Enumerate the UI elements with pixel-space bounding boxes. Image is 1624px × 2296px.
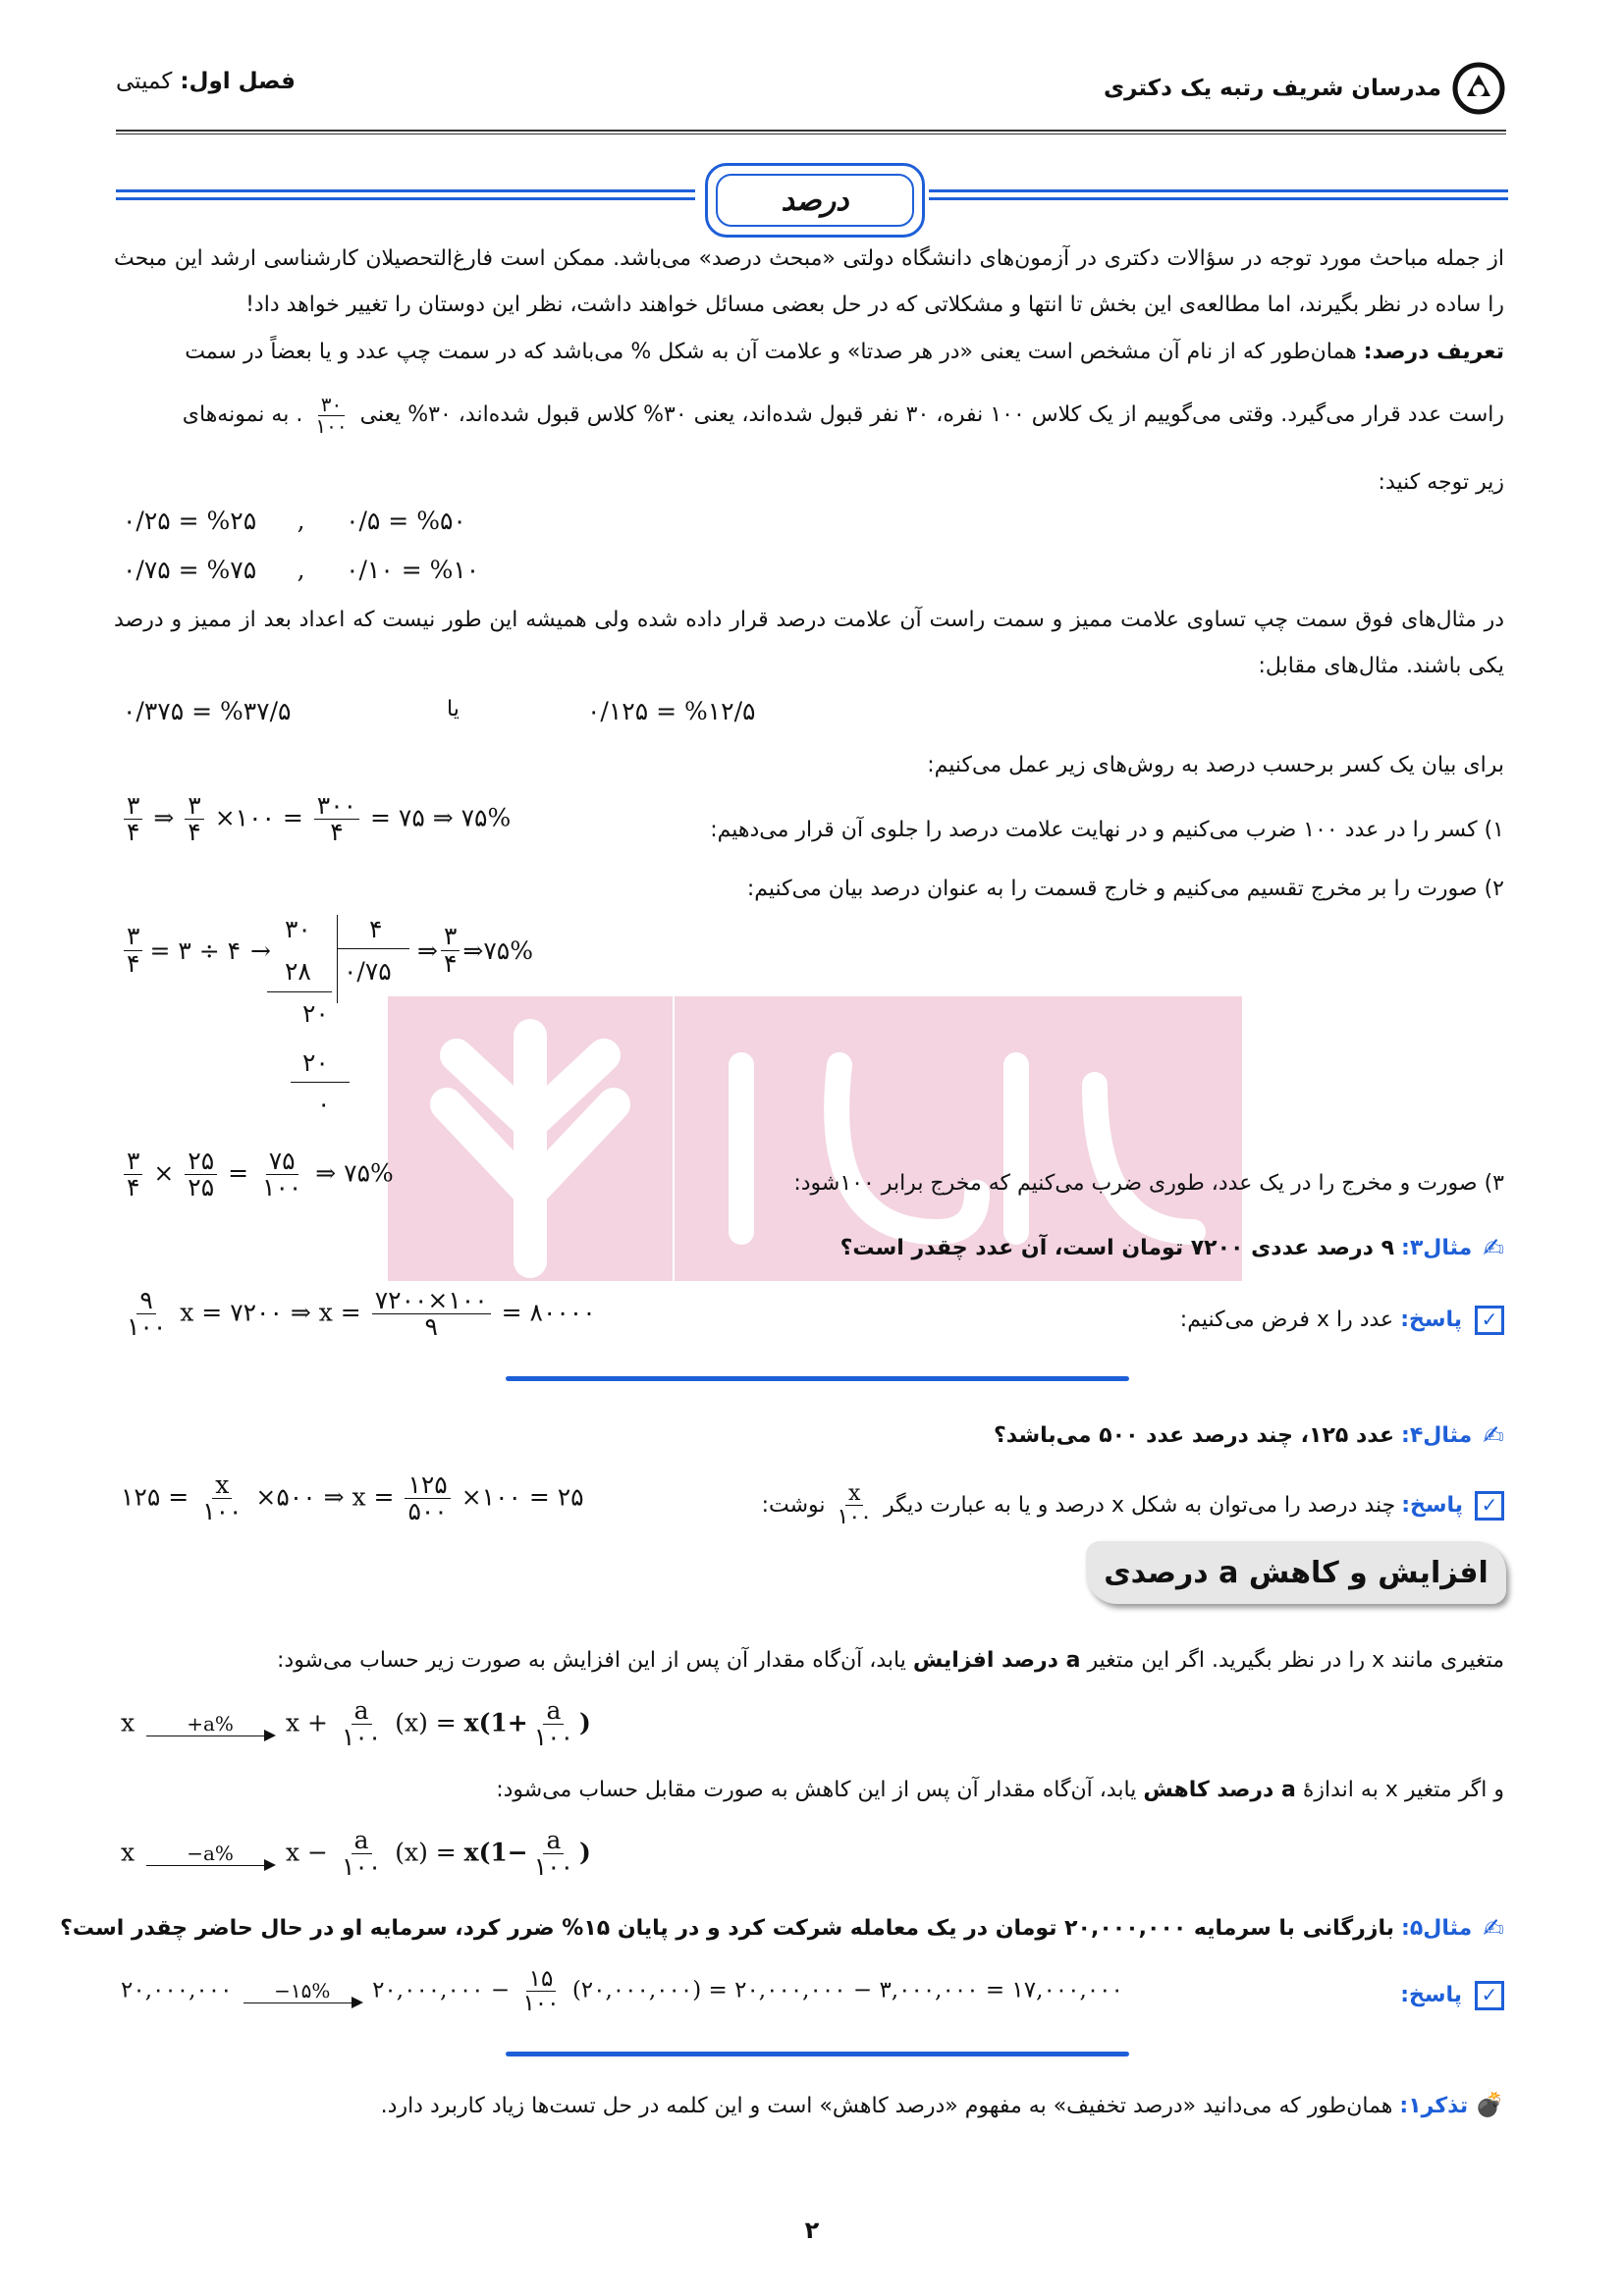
division-underline-1 — [267, 991, 332, 992]
examples-row-2: ۰/۷۵ = %۷۵ , ۰/۱۰ = %۱۰ — [123, 556, 480, 584]
brand-text: مدرسان شریف رتبه یک دکتری — [1104, 76, 1441, 101]
page-number: ۲ — [804, 2216, 820, 2244]
division-bar-vertical — [337, 915, 338, 1003]
title-line-right — [929, 189, 1508, 192]
header-brand — [1104, 61, 1506, 116]
method-2-equation: $\frac{۳}{۴}$ = ۳ ÷ ۴ → — [121, 921, 271, 980]
reminder: 💣 تذکر۱: همان‌طور که می‌دانید «درصد تخفیف» به مفهوم «درصد کاهش» است و این کلمه در حل تست‌ها زیاد کاربرد دارد. — [380, 2091, 1504, 2118]
chapter-label: فصل اول: — [180, 69, 296, 94]
example-4-answer: ✓ پاسخ: چند درصد را می‌توان به شکل x درصد و یا به عبارت دیگر $\frac{x}{۱۰۰}$ نوشت: — [762, 1482, 1504, 1528]
example-4-question: ✍ مثال۴: عدد ۱۲۵، چند درصد عدد ۵۰۰ می‌باشد؟ — [994, 1421, 1504, 1451]
checkbox-icon: ✓ — [1475, 1306, 1504, 1335]
logo-icon — [1451, 61, 1506, 116]
title-line-right-2 — [929, 197, 1508, 200]
method-2-result: ⇒ $\frac{۳}{۴}$ ⇒ ۷۵% — [417, 922, 533, 978]
or-word: یا — [447, 697, 460, 721]
example-5-equation: ۲۰,۰۰۰,۰۰۰ −۱۵% ۲۰,۰۰۰,۰۰۰ − $\frac{۱۵}{۱۰۰}$ (۲۰,۰۰۰,۰۰۰) = ۲۰,۰۰۰,۰۰۰ − ۳,۰۰۰,۰۰۰ = ۱۷,۰۰۰,۰۰۰ — [121, 1966, 1123, 2017]
separator-2 — [506, 2052, 1129, 2056]
separator-1 — [506, 1376, 1129, 1381]
example-3-equation: $\frac{۹}{۱۰۰}$ x = ۷۲۰۰ ⇒ x = $\frac{۷۲۰۰\times ۱۰۰}{۹}$ = ۸۰۰۰۰ — [127, 1286, 596, 1342]
example-a: ۰/۱۲۵ = %۱۲/۵ — [587, 697, 756, 725]
example-3-answer: ✓ پاسخ: عدد را x فرض می‌کنیم: — [1180, 1306, 1504, 1335]
section-title: درصد — [781, 183, 849, 218]
long-division-quotient: ۰/۷۵ — [344, 957, 392, 986]
bomb-icon: 💣 — [1475, 2091, 1504, 2118]
checkbox-icon: ✓ — [1475, 1981, 1504, 2010]
methods-intro: برای بیان یک کسر برحسب درصد به روش‌های زیر عمل می‌کنیم: — [927, 753, 1504, 777]
header-rule — [116, 130, 1506, 134]
pencil-icon: ✍ — [1483, 1914, 1504, 1944]
example-5-answer: ✓ پاسخ: — [1400, 1981, 1504, 2010]
division-bar-horizontal — [337, 948, 409, 949]
method-2-text: ۲) صورت را بر مخرج تقسیم می‌کنیم و خارج قسمت را به عنوان درصد بیان می‌کنیم: — [746, 877, 1504, 901]
subsection-title: افزایش و کاهش a درصدی — [1104, 1555, 1489, 1590]
decrease-text: و اگر متغیر x به اندازهٔ a درصد کاهش یابد، آن‌گاه مقدار آن پس از این کاهش به صورت مقابل حساب می‌شود: — [496, 1778, 1504, 1802]
pencil-icon: ✍ — [1483, 1421, 1504, 1451]
example-b: ۰/۳۷۵ = %۳۷/۵ — [123, 697, 292, 725]
method-3-text: ۳) صورت و مخرج را در یک عدد، طوری ضرب می‌کنیم که مخرج برابر ۱۰۰شود: — [793, 1171, 1504, 1196]
decrease-equation: x −a% x − $\frac{a}{۱۰۰}$ (x) = x(1− $\frac{a}{۱۰۰}$ ) — [121, 1826, 591, 1882]
method-1-text: ۱) کسر را در عدد ۱۰۰ ضرب می‌کنیم و در نهایت علامت درصد را جلوی آن قرار می‌دهیم: — [710, 818, 1504, 842]
fraction-30-100: $\frac{۳۰}{۱۰۰}$ — [315, 392, 348, 438]
increase-text: متغیری مانند x را در نظر بگیرید. اگر این متغیر a درصد افزایش یابد، آن‌گاه مقدار آن پس از این افزایش به صورت زیر حساب می‌شود: — [276, 1648, 1504, 1673]
long-division-rem2: ۰ — [317, 1090, 331, 1118]
intro-paragraph: از جمله مباحث مورد توجه در سؤالات دکتری در آزمون‌های دانشگاه دولتی «مبحث درصد» می‌باشد. ممکن است فارغ‌التحصیلان کارشناسی ارشد این مبحث را ساده در نظر بگیرند، اما مطالعه‌ی این بخش تا انتها و مشکلاتی که در حل بعضی مسائل خواهند داشت، نظر این دوستان را تغییر خواهد داد! — [114, 246, 1504, 317]
division-underline-2 — [291, 1082, 350, 1083]
pencil-icon: ✍ — [1483, 1234, 1504, 1263]
definition-line-3: زیر توجه کنید: — [1378, 470, 1504, 495]
long-division-dividend: ۳۰ — [285, 915, 311, 943]
subsection-heading — [1086, 1541, 1506, 1604]
title-line-left — [116, 189, 695, 192]
placement-note: در مثال‌های فوق سمت چپ تساوی علامت ممیز و سمت راست آن علامت درصد قرار داده شده ولی همیشه این طور نیست که اعداد بعد از ممیز و درصد یکی باشند. مثال‌های مقابل: — [114, 608, 1504, 678]
example-4-equation: ۱۲۵ = $\frac{x}{۱۰۰}$ ×۵۰۰ ⇒ x = $\frac{۱۲۵}{۵۰۰}$ ×۱۰۰ = ۲۵ — [121, 1470, 584, 1526]
long-division-sub2: ۲۰ — [302, 1048, 329, 1077]
chapter-name: کمیتی — [116, 69, 173, 94]
definition-line-1: تعریف درصد: همان‌طور که از نام آن مشخص است یعنی «در هر صدتا» و علامت آن به شکل % می‌باشد که در سمت چپ عدد و یا بعضاً در سمت — [185, 340, 1504, 364]
checkbox-icon: ✓ — [1475, 1491, 1504, 1521]
method-3-equation: $\frac{۳}{۴}$ × $\frac{۲۵}{۲۵}$ = $\frac{۷۵}{۱۰۰}$ ⇒ ۷۵% — [121, 1148, 394, 1201]
example-5-question: ✍ مثال۵: بازرگانی با سرمایه ۲۰,۰۰۰,۰۰۰ تومان در یک معامله شرکت کرد و در پایان ۱۵% ضرر کرد، سرمایه او در حال حاضر چقدر است؟ — [60, 1914, 1504, 1944]
long-division-sub1: ۲۸ — [285, 957, 311, 986]
definition-line-2: راست عدد قرار می‌گیرد. وقتی می‌گوییم از یک کلاس ۱۰۰ نفره، ۳۰ نفر قبول شده‌اند، یعنی ۳۰% کلاس قبول شده‌اند، ۳۰% یعنی $\frac{۳۰}{۱۰۰}$ . به نمونه‌های — [182, 392, 1504, 438]
long-division-divisor: ۴ — [369, 915, 383, 943]
title-line-left-2 — [116, 197, 695, 200]
long-division-rem1: ۲۰ — [302, 999, 329, 1028]
increase-equation: x +a% x + $\frac{a}{۱۰۰}$ (x) = x(1+ $\frac{a}{۱۰۰}$ ) — [121, 1696, 591, 1752]
method-1-equation: $\frac{۳}{۴}$ ⇒ $\frac{۳}{۴}$ ×۱۰۰ = $\frac{۳۰۰}{۴}$ = ۷۵ ⇒ ۷۵% — [121, 793, 511, 846]
examples-row-1: ۰/۲۵ = %۲۵ , ۰/۵ = %۵۰ — [123, 507, 466, 535]
example-3-question: ✍ مثال۳: ۹ درصد عددی ۷۲۰۰ تومان است، آن عدد چقدر است؟ — [839, 1234, 1504, 1263]
chapter-heading — [116, 69, 296, 94]
section-title-box — [705, 163, 925, 238]
definition-label: تعریف درصد: — [1363, 340, 1504, 364]
